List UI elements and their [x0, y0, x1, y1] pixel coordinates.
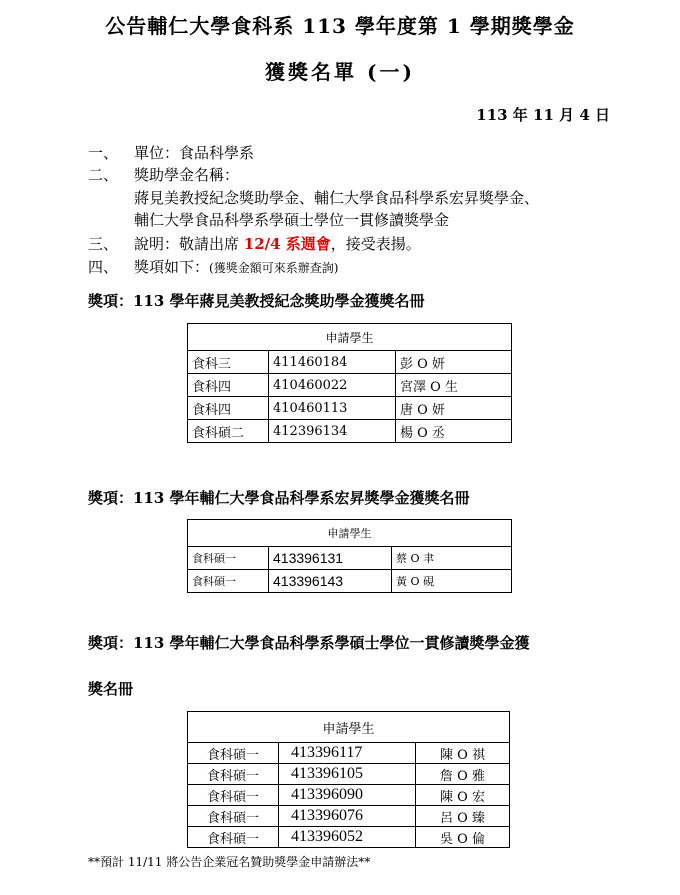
award3-table [187, 711, 510, 848]
dept-cell: 食科四 [188, 374, 269, 397]
name-cell: 黃 O 硯 [392, 570, 512, 593]
table-row [188, 785, 510, 806]
award3-heading-line2: 獎名冊 [88, 680, 134, 698]
table-row [188, 570, 512, 593]
item-label: 獎項如下： [134, 258, 210, 276]
item-label-suffix: ，接受表揚。 [330, 235, 421, 253]
table-row [188, 743, 510, 764]
item-number: 三、 [88, 235, 119, 253]
id-cell: 410460113 [269, 397, 396, 420]
award3-heading-line1: 獎項：113 學年輔仁大學食品科學系學碩士學位一貫修讀獎學金獲 [88, 634, 530, 652]
table-header-row [188, 324, 512, 351]
award2-heading: 獎項：113 學年輔仁大學食品科學系宏昇獎學金獲獎名冊 [88, 489, 470, 507]
item-label: 說明：敬請出席 [134, 235, 244, 253]
name-cell: 彭 O 妍 [396, 351, 512, 374]
dept-cell: 食科碩一 [188, 785, 279, 806]
table-row [188, 397, 512, 420]
table-row [188, 827, 510, 848]
id-cell: 410460022 [269, 374, 396, 397]
table-row [188, 547, 512, 570]
table-header-row [188, 712, 510, 743]
dept-cell: 食科碩一 [188, 743, 279, 764]
item-instructions [88, 233, 421, 254]
item-note: (獲獎金額可來系辦查詢) [209, 261, 339, 275]
item-scholarship-names [88, 164, 239, 185]
id-cell: 413396052 [279, 827, 416, 848]
item-awards [88, 256, 338, 277]
meeting-highlight: 12/4 系週會 [243, 235, 331, 253]
table-header: 申請學生 [188, 520, 512, 547]
item-unit [88, 142, 254, 163]
dept-cell: 食科碩一 [188, 827, 279, 848]
table-header: 申請學生 [188, 712, 510, 743]
scholarship-names-line2: 輔仁大學食品科學系學碩士學位一貫修讀獎學金 [134, 211, 450, 229]
id-cell: 413396076 [279, 806, 416, 827]
table-row [188, 420, 512, 443]
footnote: **預計 11/11 將公告企業冠名贊助獎學金申請辦法** [88, 855, 371, 869]
name-cell: 宮澤 O 生 [396, 374, 512, 397]
dept-cell: 食科碩一 [188, 547, 269, 570]
award2-table [187, 519, 512, 593]
name-cell: 陳 O 宏 [416, 785, 510, 806]
table-header: 申請學生 [188, 324, 512, 351]
id-cell: 413396143 [269, 570, 392, 593]
table-row [188, 374, 512, 397]
document-title: 公告輔仁大學食科系 113 學年度第 1 學期獎學金 [105, 14, 575, 38]
dept-cell: 食科碩一 [188, 806, 279, 827]
award1-heading: 獎項：113 學年蔣見美教授紀念獎助學金獲獎名冊 [88, 292, 425, 310]
item-label: 獎助學金名稱： [134, 166, 240, 184]
award1-table [187, 323, 512, 443]
name-cell: 陳 O 祺 [416, 743, 510, 764]
id-cell: 413396117 [279, 743, 416, 764]
id-cell: 411460184 [269, 351, 396, 374]
table-header-row [188, 520, 512, 547]
dept-cell: 食科碩二 [188, 420, 269, 443]
item-number: 四、 [88, 258, 119, 276]
id-cell: 413396090 [279, 785, 416, 806]
dept-cell: 食科碩一 [188, 570, 269, 593]
item-label: 單位：食品科學系 [134, 144, 255, 162]
table-row [188, 351, 512, 374]
scholarship-names-line1: 蔣見美教授紀念獎助學金、輔仁大學食品科學系宏昇獎學金、 [134, 189, 540, 207]
name-cell: 蔡 O 聿 [392, 547, 512, 570]
id-cell: 413396105 [279, 764, 416, 785]
id-cell: 412396134 [269, 420, 396, 443]
announcement-date: 113 年 11 月 4 日 [476, 106, 610, 124]
dept-cell: 食科四 [188, 397, 269, 420]
name-cell: 呂 O 臻 [416, 806, 510, 827]
item-number: 一、 [88, 144, 119, 162]
dept-cell: 食科碩一 [188, 764, 279, 785]
item-number: 二、 [88, 166, 119, 184]
name-cell: 唐 O 妍 [396, 397, 512, 420]
dept-cell: 食科三 [188, 351, 269, 374]
name-cell: 吳 O 倫 [416, 827, 510, 848]
name-cell: 楊 O 丞 [396, 420, 512, 443]
table-row [188, 806, 510, 827]
table-row [188, 764, 510, 785]
id-cell: 413396131 [269, 547, 392, 570]
document-subtitle: 獲獎名單 (一) [265, 60, 415, 84]
name-cell: 詹 O 雅 [416, 764, 510, 785]
